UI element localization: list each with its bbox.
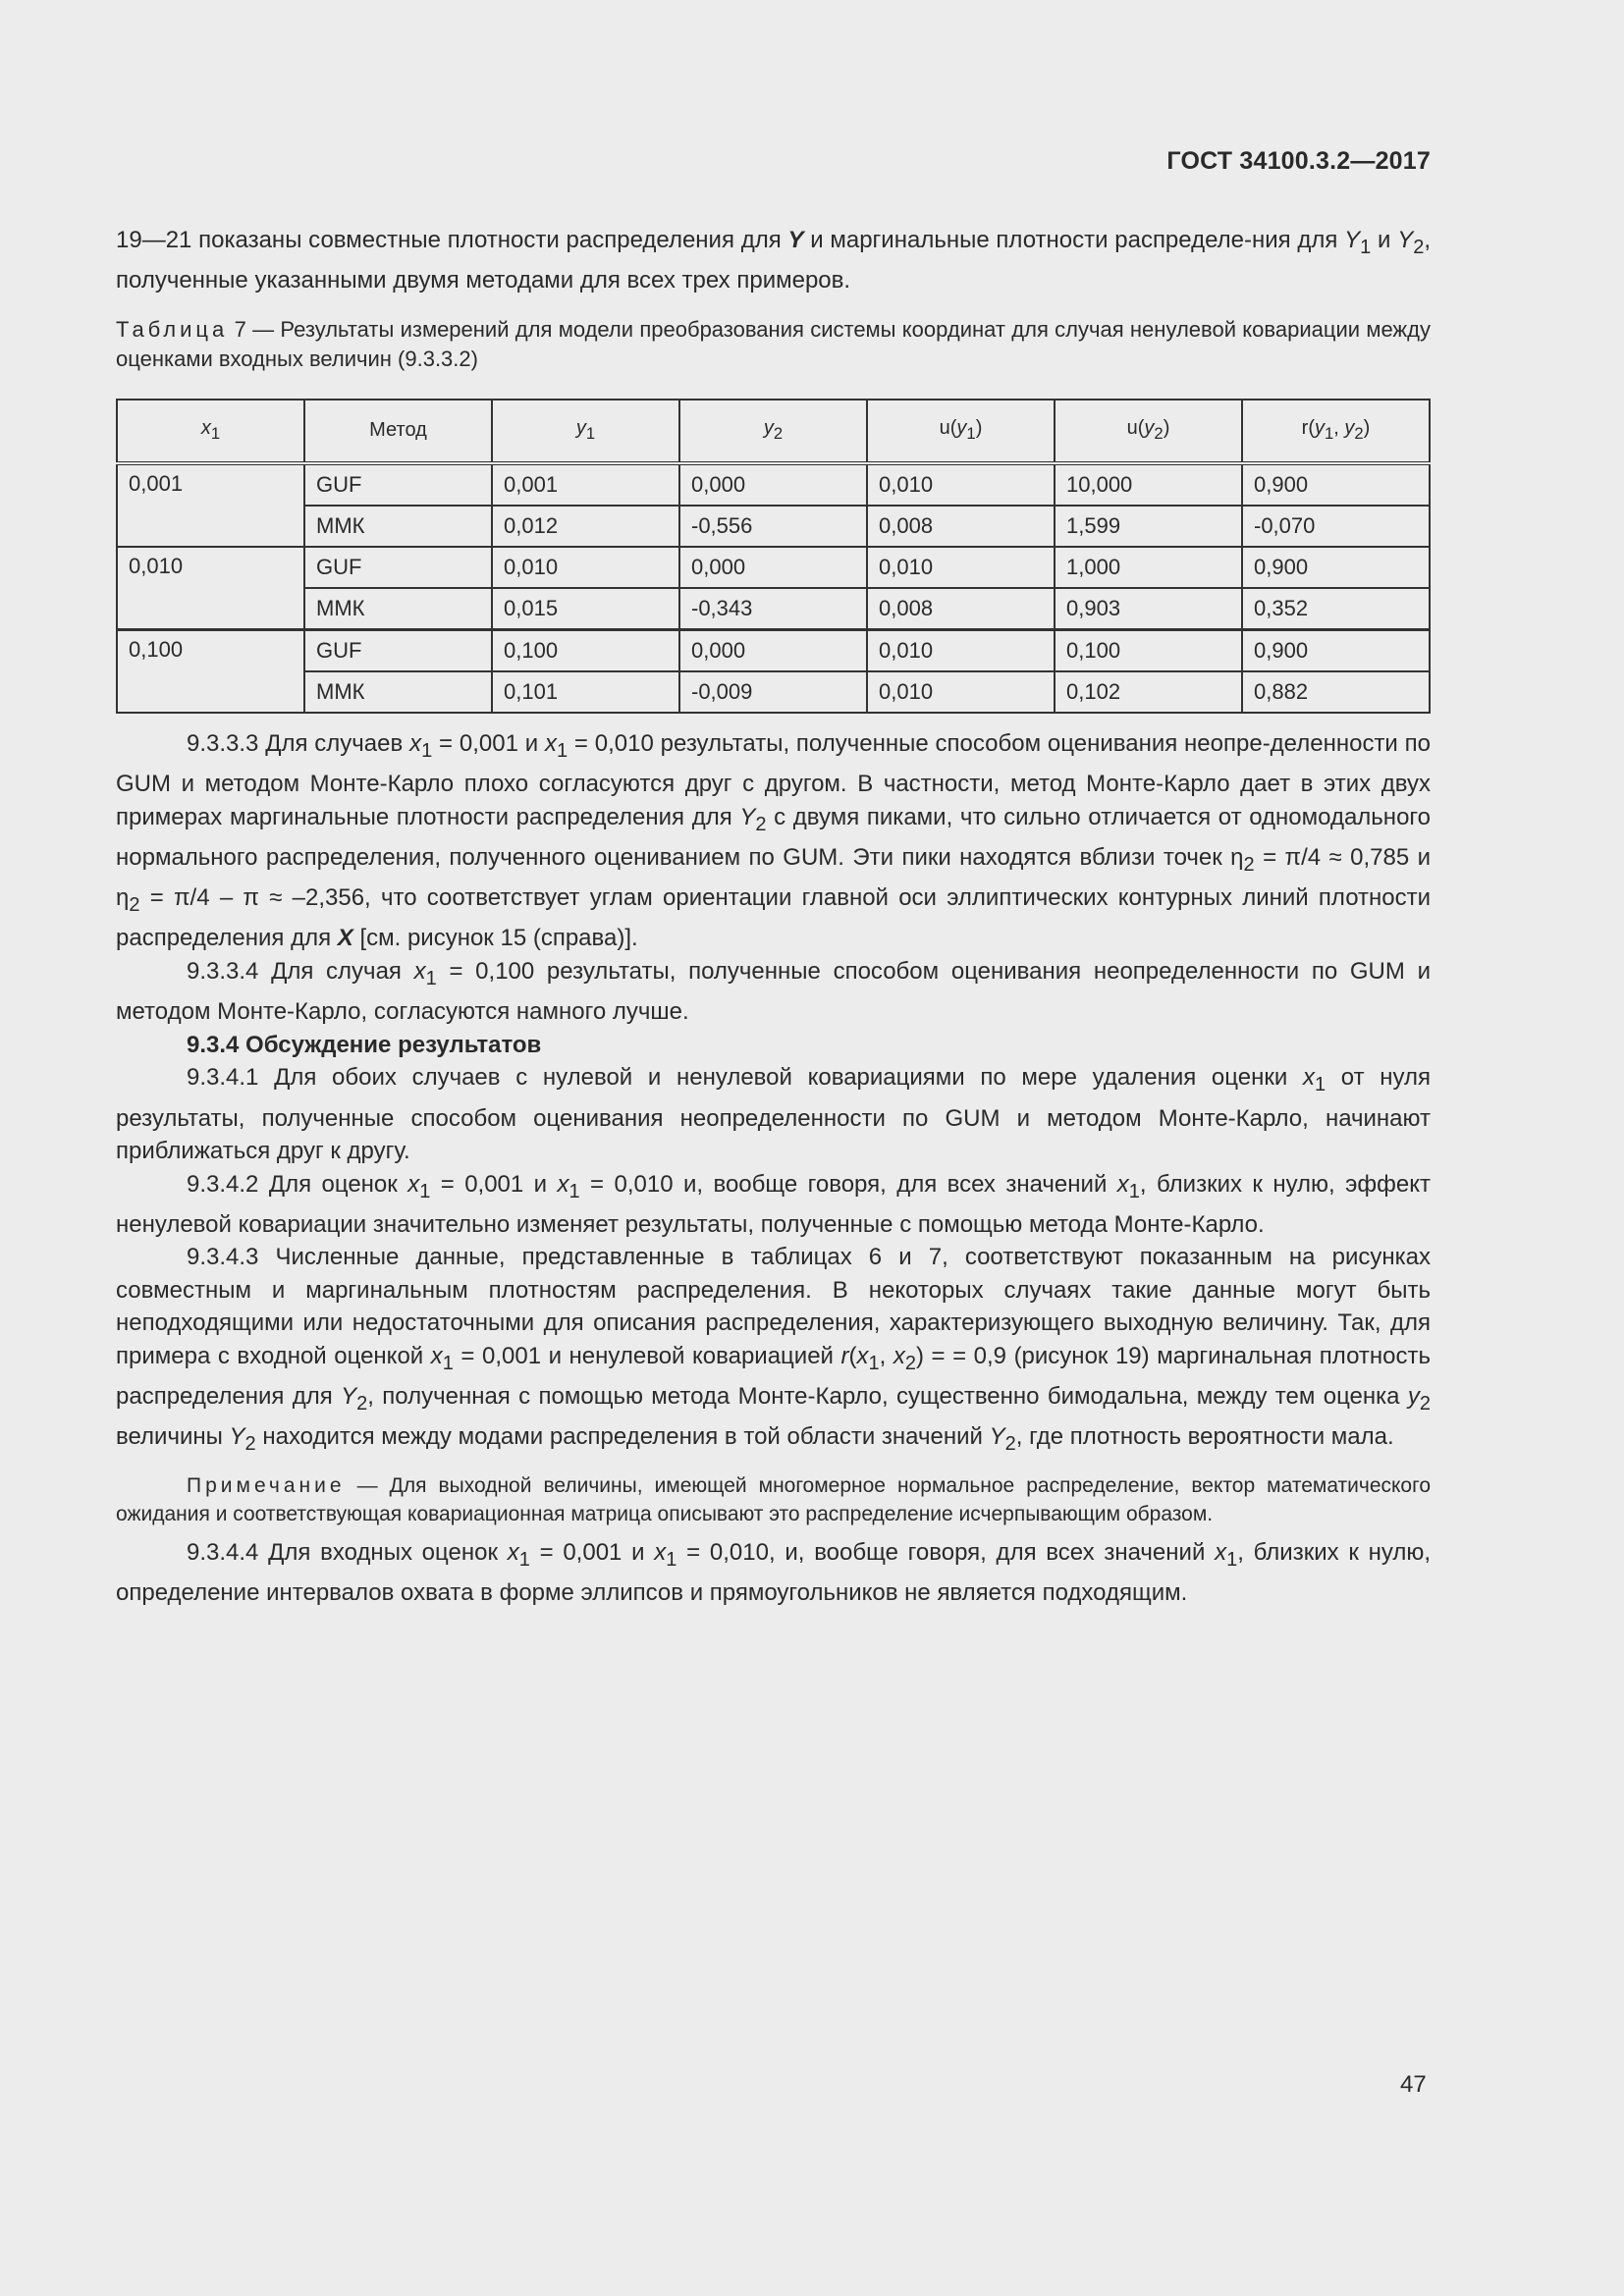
body-text xyxy=(116,727,1431,1610)
table-row: ММК 0,101 -0,009 0,010 0,102 0,882 xyxy=(117,671,1430,713)
paragraph-9-3-4-2: 9.3.4.2 Для оценок $x_1 = 0,001$ и $x_1 = 0,010$ и, вообще говоря, для всех значений $x_1$, близких к нулю, эффект ненулевой ковариации значительно изменяет результаты, полученные с помощью метода Монте-Карло. xyxy=(116,1170,1431,1238)
results-table xyxy=(116,399,1431,714)
table-row: ММК 0,015 -0,343 0,008 0,903 0,352 xyxy=(117,588,1430,630)
table-header-row xyxy=(117,400,1430,463)
note-paragraph: Примечание — Для выходной величины, имеющей многомерное нормальное распределение, вектор математического ожидания и соответствующая ковариационная матрица описывают это распределение исчерпывающим образом. xyxy=(116,1473,1431,1525)
standard-header: ГОСТ 34100.3.2—2017 xyxy=(1166,147,1431,175)
paragraph-9-3-4-4: 9.3.4.4 Для входных оценок $x_1 = 0,001$ и $x_1 = 0,010$, и, вообще говоря, для всех значений $x_1$, близких к нулю, определение интервалов охвата в форме эллипсов и прямоугольников не является подходящим. xyxy=(116,1538,1431,1607)
paragraph-9-3-3-3: 9.3.3.3 Для случаев $x_1 = 0,001$ и $x_1 = 0,010$ результаты, полученные способом оценивания неопре-деленности по GUM и методом Монте-Карло плохо согласуются друг с другом. В частности, метод Монте-Карло дает в этих двух примерах маргинальные плотности распределения для $Y_2$ с двумя пиками, что сильно отличается от одномодального нормального распределения, полученного оцениванием по GUM. Эти пики находятся вблизи точек $\eta_2 = \pi/4 \approx 0,785$ и $\eta_2 = \pi/4 - \pi \approx -2,356$, что соответствует углам ориентации главной оси эллиптических контурных линий плотности распределения для X [см. рисунок 15 (справа)]. xyxy=(116,729,1432,952)
section-heading-9-3-4: 9.3.4 Обсуждение результатов xyxy=(187,1031,542,1058)
table-row: ММК 0,012 -0,556 0,008 1,599 -0,070 xyxy=(117,506,1430,547)
col-x1: $x_1$ xyxy=(117,400,304,463)
page-number: 47 xyxy=(1400,2071,1427,2098)
col-method: Метод xyxy=(304,400,492,463)
page-content xyxy=(116,224,1431,1610)
paragraph-9-3-4-1: 9.3.4.1 Для обоих случаев с нулевой и ненулевой ковариациями по мере удаления оценки $x_1$ от нуля результаты, полученные способом оценивания неопределенности по GUM и методом Монте-Карло, начинают приближаться друг к другу. xyxy=(116,1064,1431,1165)
table-row: 0,010 GUF 0,010 0,000 0,010 1,000 0,900 xyxy=(117,547,1430,588)
paragraph-9-3-4-3: 9.3.4.3 Численные данные, представленные в таблицах 6 и 7, соответствуют показанным на рисунках совместным и маргинальным плотностям распределения. В некоторых случаях такие данные могут быть неподходящими или недостаточными для описания распределения, характеризующего выходную величину. Так, для примера с входной оценкой $x_1 = 0,001$ и ненулевой ковариацией $r(x_1$, $x_2$) = = 0,9 (рисунок 19) маргинальная плотность распределения для $Y_2$, полученная с помощью метода Монте-Карло, существенно бимодальна, между тем оценка $y_2$ величины $Y_2$ находится между модами распределения в той области значений $Y_2$, где плотность вероятности мала. xyxy=(116,1244,1431,1456)
col-y2: $y_2$ xyxy=(679,400,867,463)
intro-paragraph: 19—21 показаны совместные плотности распределения для Y и маргинальные плотности распределе-ния для $Y_1$ и $Y_2$, полученные указанными двумя методами для всех трех примеров. xyxy=(116,227,1432,294)
col-uy1: $u(y_1)$ xyxy=(867,400,1055,463)
table-caption: Таблица 7 — Результаты измерений для модели преобразования системы координат для случая ненулевой ковариации между оценками входных величин (9.3.3.2) xyxy=(116,316,1431,371)
col-y1: $y_1$ xyxy=(492,400,679,463)
col-r: $r(y_1$, $y_2$) xyxy=(1242,400,1430,463)
paragraph-9-3-3-4: 9.3.3.4 Для случая $x_1 = 0,100$ результаты, полученные способом оценивания неопределенности по GUM и методом Монте-Карло, согласуются намного лучше. xyxy=(116,957,1431,1026)
col-uy2: $u(y_2)$ xyxy=(1055,400,1242,463)
table-row: 0,100 GUF 0,100 0,000 0,010 0,100 0,900 xyxy=(117,629,1430,671)
table-row: 0,001 GUF 0,001 0,000 0,010 10,000 0,900 xyxy=(117,463,1430,506)
